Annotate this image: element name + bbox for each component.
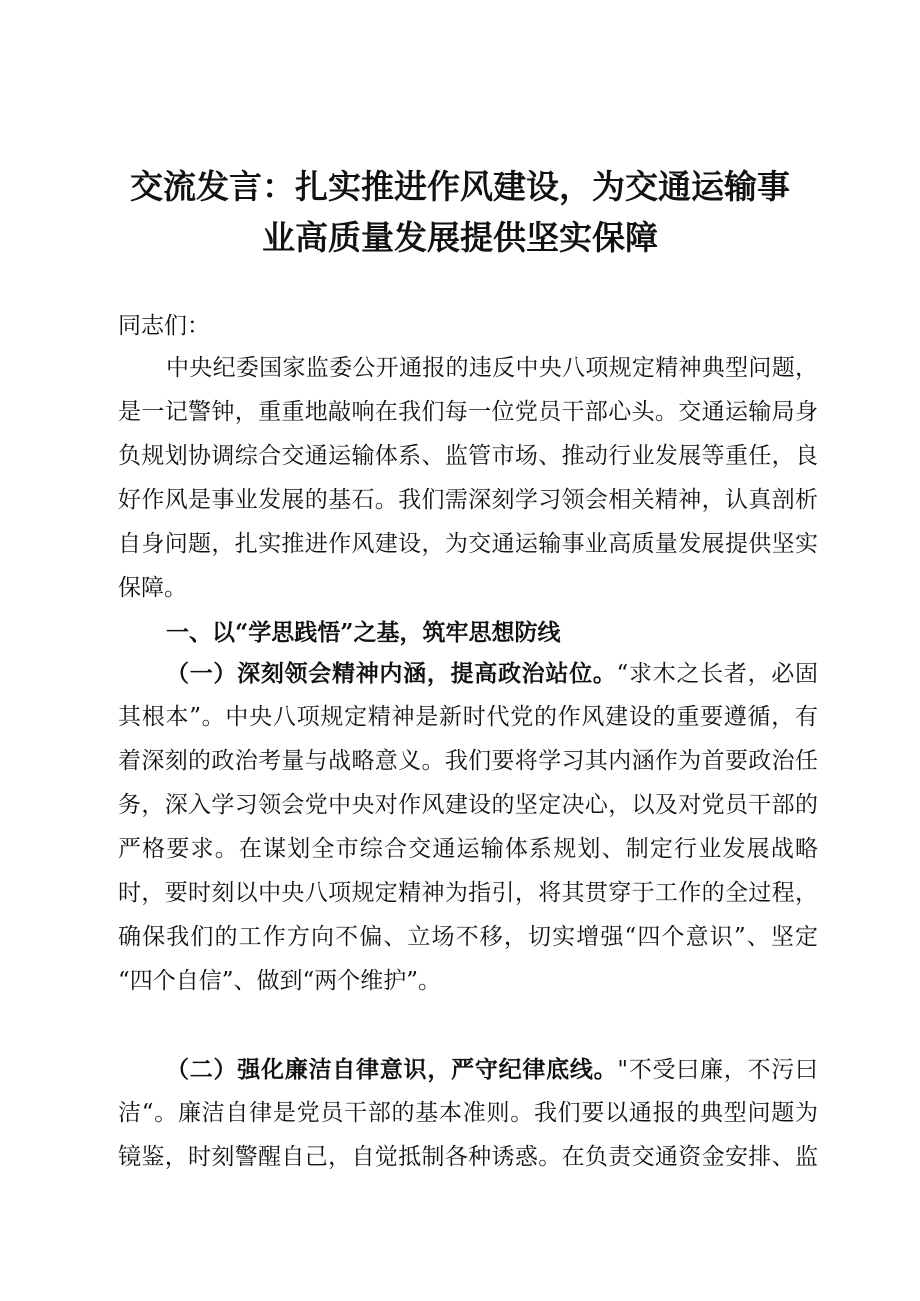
intro-line: 保障。: [118, 575, 187, 601]
intro-line: 是一记警钟，重重地敲响在我们每一位党员干部心头。交通运输局身: [118, 399, 818, 425]
subsection-1-line: 着深刻的政治考量与战略意义。我们要将学习其内涵作为首要政治任: [118, 748, 818, 774]
intro-line: 负规划协调综合交通运输体系、监管市场、推动行业发展等重任，良: [118, 443, 818, 469]
subsection-1-line: 确保我们的工作方向不偏、立场不移，切实增强“四个意识”、坚定: [118, 924, 818, 950]
subsection-2-quote-start: "不受曰廉，不污曰: [617, 1057, 819, 1083]
subsection-1-line: 严格要求。在谋划全市综合交通运输体系规划、制定行业发展战略: [118, 836, 818, 862]
intro-line: 好作风是事业发展的基石。我们需深刻学习领会相关精神，认真剖析: [118, 487, 818, 513]
subsection-1-line: 务，深入学习领会党中央对作风建设的坚定决心，以及对党员干部的: [118, 792, 818, 818]
subsection-2-line: 洁“。廉洁自律是党员干部的基本准则。我们要以通报的典型问题为: [118, 1100, 818, 1126]
subsection-2-line: 镜鉴，时刻警醒自己，自觉抵制各种诱惑。在负责交通资金安排、监: [118, 1144, 818, 1170]
subsection-1-title: （一）深刻领会精神内涵，提高政治站位。: [166, 660, 617, 687]
section-heading-1: 一、以“学思践悟”之基，筑牢思想防线: [166, 619, 561, 646]
subsection-1-quote-start: “求木之长者，必固: [616, 661, 819, 687]
document-title-line-2: 业高质量发展提供坚实保障: [262, 218, 658, 257]
subsection-1-line: “四个自信”、做到“两个维护”。: [118, 968, 442, 994]
subsection-2-first-line: [166, 1058, 818, 1082]
subsection-1-first-line: [166, 662, 818, 686]
intro-line: 中央纪委国家监委公开通报的违反中央八项规定精神典型问题，: [166, 355, 818, 381]
salutation: 同志们：: [118, 313, 210, 339]
subsection-1-line: 时，要时刻以中央八项规定精神为指引，将其贯穿于工作的全过程，: [118, 880, 818, 906]
document-title-line-1: 交流发言：扎实推进作风建设，为交通运输事: [130, 167, 790, 206]
subsection-2-title: （二）强化廉洁自律意识，严守纪律底线。: [166, 1056, 618, 1083]
subsection-1-line: 其根本”。中央八项规定精神是新时代党的作风建设的重要遵循，有: [118, 704, 818, 730]
intro-line: 自身问题，扎实推进作风建设，为交通运输事业高质量发展提供坚实: [118, 531, 818, 557]
